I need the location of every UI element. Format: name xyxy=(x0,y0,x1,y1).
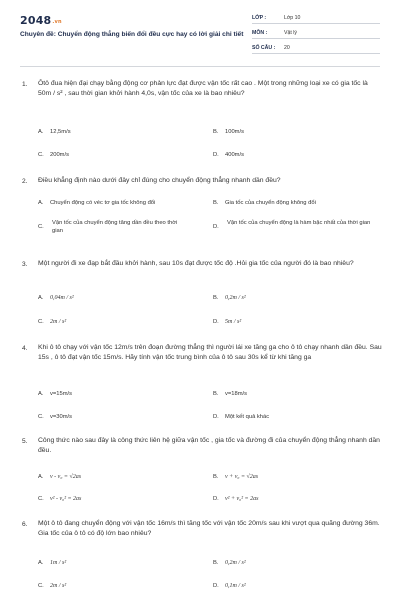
option-text: 12,5m/s xyxy=(50,129,71,135)
option-b[interactable] xyxy=(213,473,258,481)
option-text: v - v₀ = √2as xyxy=(50,474,82,480)
meta-row-subject xyxy=(252,27,380,39)
option-text: v=15m/s xyxy=(50,391,73,397)
option-letter: D. xyxy=(213,224,219,230)
question-text: Ôtô đua hiện đại chạy bằng động cơ phản lực đạt được vận tốc rất cao . Một trong những loại xe có gia tốc là 50m / s² , sau thời gian khởi hành 4,0s, vận tốc của xe là bao nhiêu? xyxy=(38,80,368,97)
meta-panel xyxy=(252,12,380,57)
option-a[interactable] xyxy=(38,199,155,207)
option-text: Một kết quả khác xyxy=(225,414,270,420)
option-text: 0,2m / s² xyxy=(225,295,246,301)
option-c[interactable] xyxy=(38,495,81,503)
logo-tld: .vn xyxy=(52,19,62,25)
option-b[interactable] xyxy=(213,294,246,302)
option-text: Chuyển động có véc tơ gia tốc không đổi xyxy=(50,200,156,206)
option-letter: B. xyxy=(213,560,219,566)
option-text: 5m / s² xyxy=(225,319,242,325)
option-c[interactable] xyxy=(38,318,66,326)
option-text: Gia tốc của chuyển động không đổi xyxy=(225,200,316,206)
option-letter: B. xyxy=(213,200,219,206)
option-letter: A. xyxy=(38,474,44,480)
meta-value: Vật lý xyxy=(284,30,297,36)
page-header xyxy=(0,0,400,62)
question-number: 6. xyxy=(22,521,28,528)
option-d[interactable] xyxy=(213,582,246,590)
option-d[interactable] xyxy=(213,151,244,159)
option-text: 100m/s xyxy=(225,129,245,135)
question-number: 1. xyxy=(22,81,28,88)
option-a[interactable] xyxy=(38,473,81,481)
option-c[interactable] xyxy=(38,413,72,421)
meta-value: Lớp 10 xyxy=(284,15,301,21)
option-c[interactable] xyxy=(38,582,66,590)
meta-value: 20 xyxy=(284,45,290,51)
option-letter: C. xyxy=(38,152,44,158)
meta-label: MÔN : xyxy=(252,30,268,36)
option-text: 0,04m / s² xyxy=(50,295,74,301)
option-letter: B. xyxy=(213,391,219,397)
option-letter: A. xyxy=(38,560,44,566)
question-text: Điều khẳng định nào dưới đây chỉ đúng cho chuyển động thẳng nhanh dần đều? xyxy=(38,177,281,184)
option-letter: C. xyxy=(38,496,44,502)
header-divider xyxy=(20,66,380,67)
option-letter: B. xyxy=(213,129,219,135)
meta-label: SỐ CÂU : xyxy=(252,45,276,51)
site-logo[interactable] xyxy=(20,14,62,27)
option-b[interactable] xyxy=(213,128,244,136)
option-letter: C. xyxy=(38,224,44,230)
subject-title: Chuyên đề: Chuyển động thẳng biến đổi đều cực hay có lời giải chi tiết xyxy=(20,31,244,38)
option-text: v + v₀ = √2as xyxy=(225,474,259,480)
meta-label: LỚP : xyxy=(252,15,267,21)
meta-row-class xyxy=(252,12,380,24)
option-letter: A. xyxy=(38,391,44,397)
option-a[interactable] xyxy=(38,559,66,567)
option-letter: D. xyxy=(213,496,219,502)
option-text: 1m / s² xyxy=(50,560,67,566)
option-letter: A. xyxy=(38,295,44,301)
question-number: 3. xyxy=(22,261,28,268)
question-number: 2. xyxy=(22,178,28,185)
option-d[interactable] xyxy=(213,318,241,326)
option-text: 2m / s² xyxy=(50,583,67,589)
question-number: 4. xyxy=(22,345,28,352)
question-number: 5. xyxy=(22,438,28,445)
option-d[interactable] xyxy=(213,413,269,421)
option-d[interactable] xyxy=(213,495,258,503)
option-letter: D. xyxy=(213,319,219,325)
option-a[interactable] xyxy=(38,294,74,302)
option-text: 0,1m / s² xyxy=(225,583,246,589)
question-text: Một người đi xe đạp bắt đầu khởi hành, sau 10s đạt được tốc độ .Hỏi gia tốc của người đó là bao nhiêu? xyxy=(38,260,354,267)
option-text: 400m/s xyxy=(225,152,245,158)
option-text: v=30m/s xyxy=(50,414,73,420)
option-d[interactable] xyxy=(213,219,379,230)
option-letter: D. xyxy=(213,583,219,589)
option-c[interactable] xyxy=(38,151,69,159)
logo-text: 2048 xyxy=(20,14,52,27)
option-letter: C. xyxy=(38,414,44,420)
option-letter: D. xyxy=(213,414,219,420)
option-c[interactable] xyxy=(38,219,182,235)
option-b[interactable] xyxy=(213,199,316,207)
option-text: v² + v₀² = 2as xyxy=(225,496,259,502)
option-b[interactable] xyxy=(213,559,246,567)
meta-row-count xyxy=(252,42,380,54)
option-letter: C. xyxy=(38,319,44,325)
option-text: 200m/s xyxy=(50,152,70,158)
option-letter: C. xyxy=(38,583,44,589)
question-text: Một ô tô đang chuyển động với vận tốc 16m/s thì tăng tốc với vận tốc 20m/s sau khi vượt qua quãng đường 36m. Gia tốc của ô tô có độ lớn bao nhiêu? xyxy=(38,520,380,537)
option-text: Vận tốc của chuyển động tăng dần đều theo thời gian xyxy=(52,220,178,234)
option-letter: A. xyxy=(38,129,44,135)
option-a[interactable] xyxy=(38,128,71,136)
option-b[interactable] xyxy=(213,390,247,398)
option-letter: B. xyxy=(213,474,219,480)
option-text: 2m / s² xyxy=(50,319,67,325)
option-letter: B. xyxy=(213,295,219,301)
option-text: 0,2m / s² xyxy=(225,560,246,566)
option-letter: A. xyxy=(38,200,44,206)
option-letter: D. xyxy=(213,152,219,158)
question-text: Khi ô tô chạy với vận tốc 12m/s trên đoạn đường thẳng thì người lái xe tăng ga cho ô tô chạy nhanh dần đều. Sau 15s , ô tô đạt vận tốc 15m/s. Hãy tính vận tốc trung bình của ô tô sau 30s kể từ khi tăng ga xyxy=(38,344,382,361)
option-text: Vận tốc của chuyển động là hàm bậc nhất của thời gian xyxy=(227,220,371,226)
option-a[interactable] xyxy=(38,390,72,398)
question-text: Công thức nào sau đây là công thức liên hệ giữa vận tốc , gia tốc và đường đi của chuyển động thẳng nhanh dần đều. xyxy=(38,437,380,454)
option-text: v² - v₀² = 2as xyxy=(50,496,82,502)
option-text: v=18m/s xyxy=(225,391,248,397)
